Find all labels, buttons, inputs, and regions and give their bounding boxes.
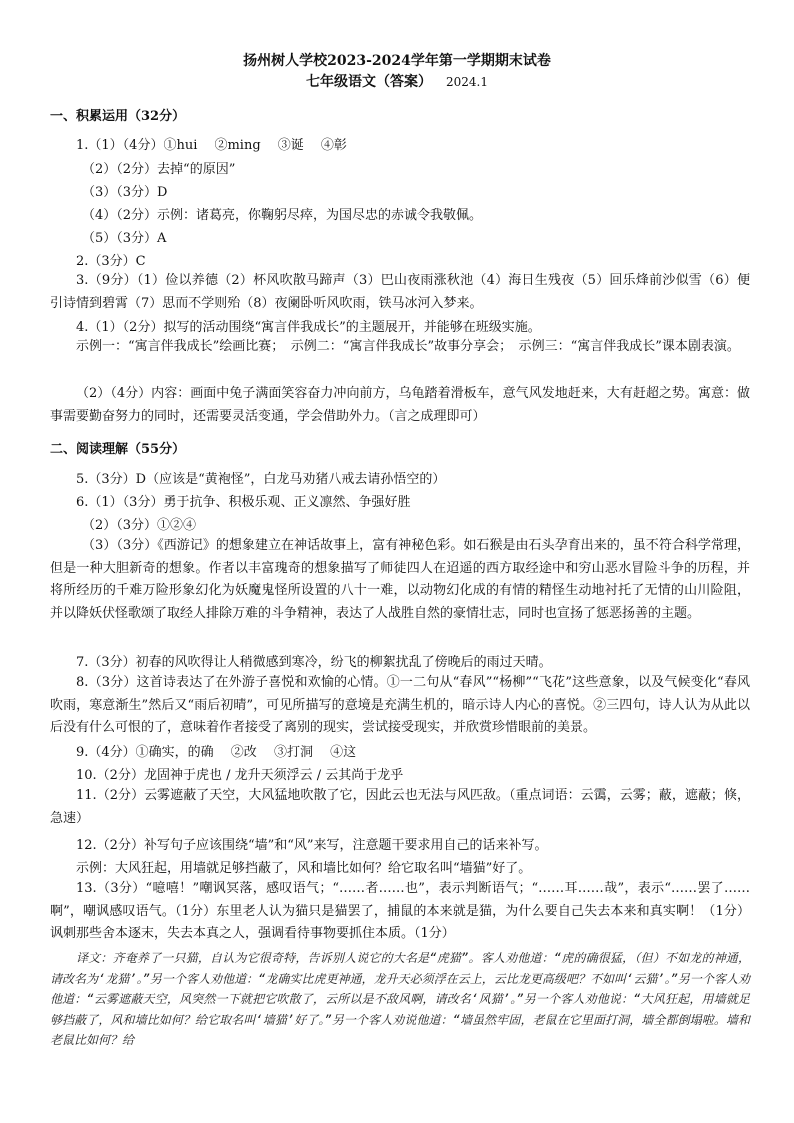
answer-q8: 8.（3分）这首诗表达了在外游子喜悦和欢愉的心情。①一二句从“春风”“杨柳”“飞花”这些意象，以及气候变化“春风吹雨，寒意渐生”然后又“雨后初晴”，可见所描写的意境是充满生机的，暗示诗人内心的喜悦。②三四句，诗人认为从此以后没有什么可恨的了，意味着作者接受了离别的现实，尝试接受现实，并欣赏珍惜眼前的美景。 [50,675,750,735]
answer-q4-examples: 示例一：“寓言伴我成长”绘画比赛； 示例二：“寓言伴我成长”故事分享会； 示例三：“寓言伴我成长”课本剧表演。 [76,339,740,354]
answer-line: 2.（3分）C [76,254,146,269]
answer-q6-1: 6.（1）（3分）勇于抗争、积极乐观、正义凛然、争强好胜 [76,495,411,510]
answer-q12-example: 示例：大风狂起，用墙就足够挡蔽了，风和墙比如何？给它取名叫“墙猫”好了。 [76,861,532,876]
answer-q11: 11.（2分）云雾遮蔽了天空，大风猛地吹散了它，因此云也无法与风匹敌。（重点词语：云霭，云雾；蔽，遮蔽；倏，急速） [50,788,750,826]
answer-q6-2: （2）（3分）①②④ [82,518,197,533]
page-title: 扬州树人学校2023-2024学年第一学期期末试卷 [243,53,551,69]
answer-line: （4）（2分）示例：诸葛亮，你鞠躬尽瘁，为国尽忠的赤诚令我敬佩。 [82,208,483,223]
answer-q4-1: 4.（1）（2分）拟写的活动围绕“寓言伴我成长”的主题展开，并能够在班级实施。 [76,320,541,335]
answer-q7: 7.（3分）初春的风吹得让人稍微感到寒冷，纷飞的柳絮扰乱了傍晚后的雨过天晴。 [76,655,552,670]
section-heading-accumulation: 一、积累运用（32分） [50,109,186,124]
answer-line: （5）（3分）A [82,231,167,246]
answer-line: （2）（2分）去掉“的原因” [82,162,236,177]
answer-line: （3）（3分）D [82,185,168,200]
section-heading-reading: 二、阅读理解（55分） [50,442,186,457]
answer-q5: 5.（3分）D（应该是“黄袍怪”，白龙马劝猪八戒去请孙悟空的） [76,472,446,487]
answer-q3: 3.（9分）（1）俭以养德（2）杯风吹散马蹄声（3）巴山夜雨涨秋池（4）海日生残夜（5）回乐烽前沙似雪（6）便引诗情到碧霄（7）思而不学则殆（8）夜阑卧听风吹雨，铁马冰河入梦来。 [50,273,750,311]
subtitle-text: 七年级语文（答案） [306,74,432,90]
answer-q4-2: （2）（4分）内容：画面中兔子满面笑容奋力冲向前方，乌龟踏着滑板车，意气风发地赶来，大有赶超之势。寓意：做事需要勤奋努力的同时，还需要灵活变通，学会借助外力。（言之成理即可） [50,386,750,424]
exam-date: 2024.1 [446,75,488,89]
translation-paragraph: 译文：齐奄养了一只猫，自认为它很奇特，告诉别人说它的大名是“虎猫”。客人劝他道：“虎的确很猛，（但）不如龙的神通，请改名为‘龙猫’。”另一个客人劝他道：“龙确实比虎更神通，龙升天必须浮在云上，云比龙更高级吧？不如叫‘云猫’。”另一个客人劝他道：“云雾遮蔽天空，风突然一下就把它吹散了，云所以是不敌风啊，请改名‘风猫’。”另一个客人劝他说：“大风狂起，用墙就足够挡蔽了，风和墙比如何？给它取名叫‘墙猫’好了。”另一个客人劝说他道：“墙虽然牢固，老鼠在它里面打洞，墙全都倒塌啦。墙和老鼠比如何？给 [50,951,750,1047]
answer-q9: 9.（4分）①确实，的确 ②改 ③打洞 ④这 [76,745,357,760]
answer-line: 1.（1）（4分）①hui ②ming ③诞 ④彰 [76,138,347,153]
answer-q13: 13.（3分）“噫嘻！”嘲讽冥落，感叹语气；“……者……也”，表示判断语气；“……耳……哉”，表示“……罢了……啊”，嘲讽感叹语气。（1分）东里老人认为猫只是猫罢了，捕鼠的本来就是猫，为什么要自己失去本来和真实啊！（1分）讽刺那些舍本逐末，失去本真之人，强调看待事物要抓住本质。（1分） [50,881,750,941]
answer-q6-3: （3）（3分）《西游记》的想象建立在神话故事上，富有神秘色彩。如石猴是由石头孕育出来的，虽不符合科学常理，但是一种大胆新奇的想象。作者以丰富瑰奇的想象描写了师徒四人在迢遥的西方取经途中和穷山恶水冒险斗争的历程，并将所经历的千难万险形象幻化为妖魔鬼怪所设置的八十一难，以动物幻化成的有情的精怪生动地衬托了无情的山川险阻，并以降妖伏怪歌颂了取经人排除万难的斗争精神，表达了人战胜自然的豪情壮志，同时也宣扬了惩恶扬善的主题。 [50,538,750,621]
answer-q10: 10.（2分）龙固神于虎也 / 龙升天须浮云 / 云其尚于龙乎 [76,768,404,783]
answer-q12: 12.（2分）补写句子应该围绕“墙”和“风”来写，注意题干要求用自己的话来补写。 [76,838,548,853]
page-subtitle [0,71,794,91]
